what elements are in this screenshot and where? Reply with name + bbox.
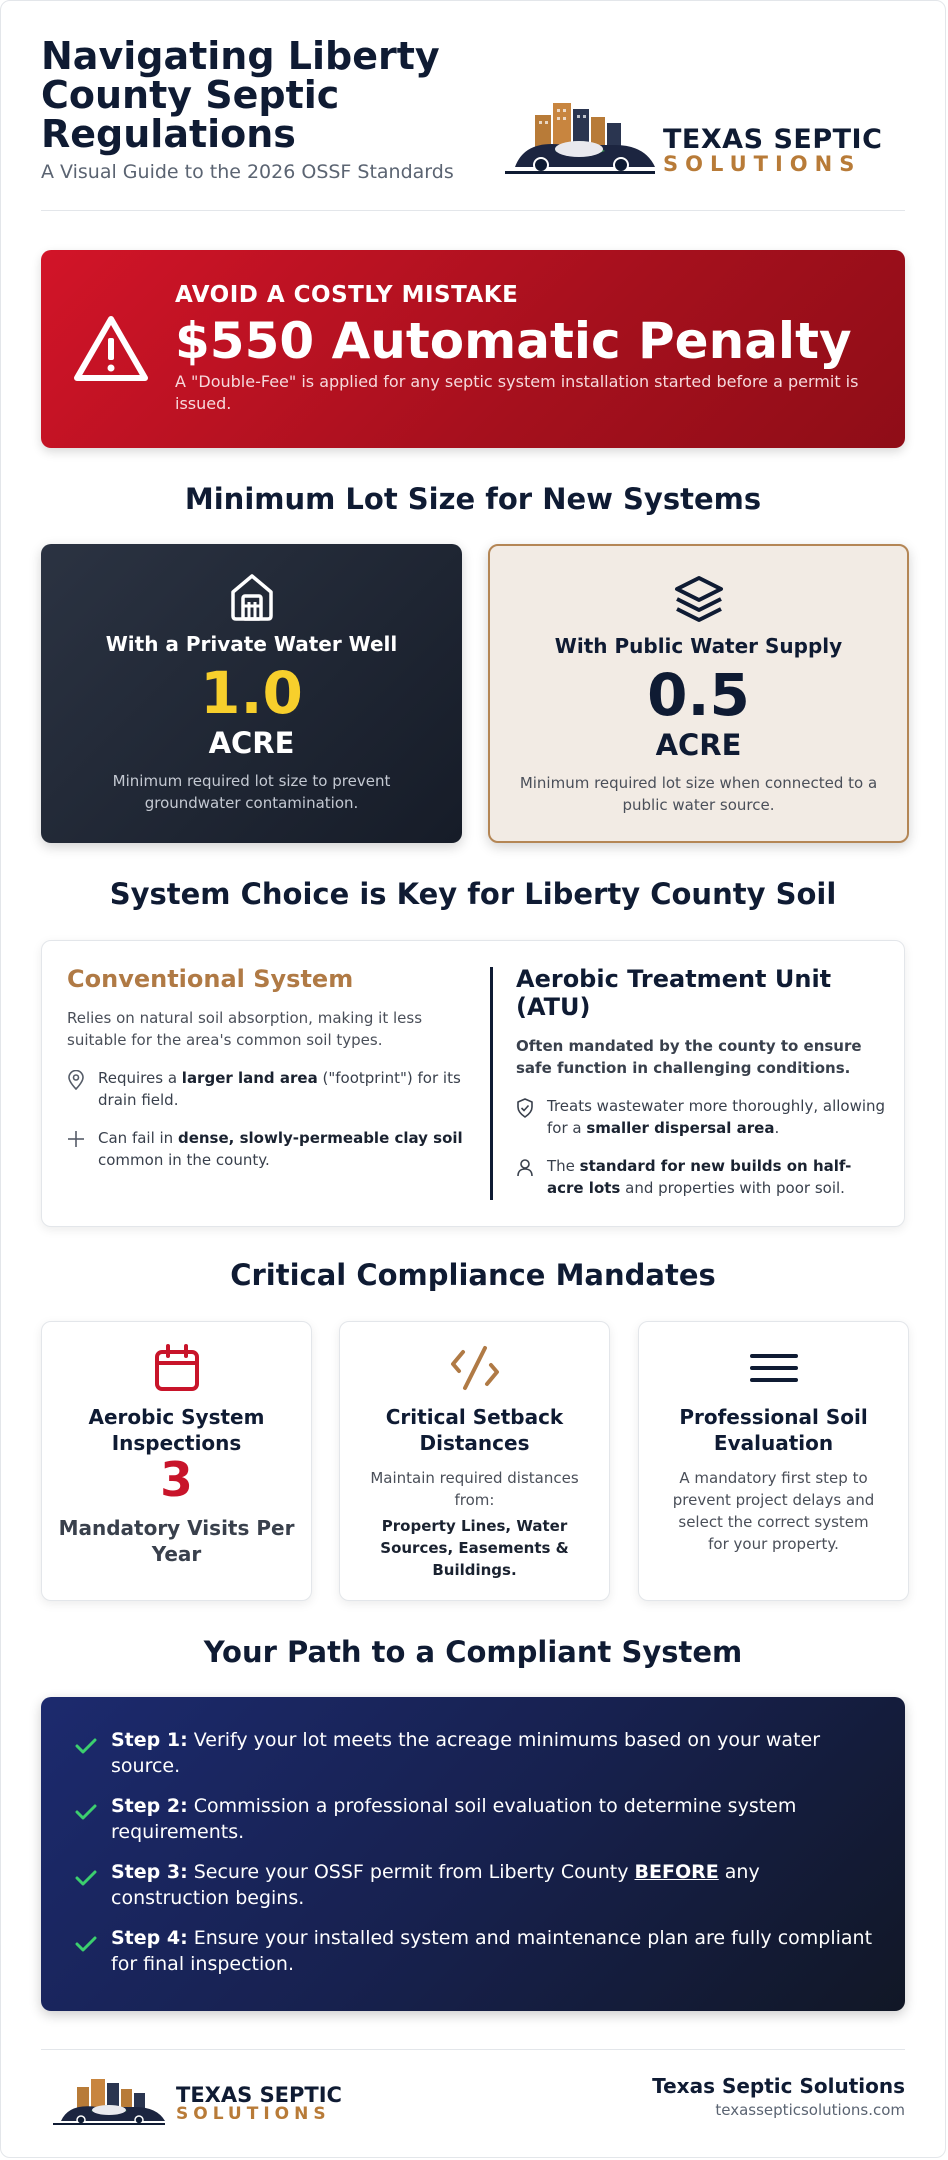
- mandate-title: Critical Setback Distances: [385, 1405, 564, 1455]
- city-truck-logo-icon: [495, 79, 665, 179]
- step-item-1: Step 1: Verify your lot meets the acreage minimums based on your water source.: [75, 1727, 875, 1779]
- mandate-subtitle: Mandatory Visits Per Year: [58, 1516, 295, 1566]
- logo-text-texas: TEXAS: [663, 124, 764, 155]
- atu-system-title: Aerobic Treatment Unit (ATU): [516, 965, 832, 1021]
- city-truck-logo-icon: [47, 2075, 172, 2125]
- calendar-icon: [154, 1344, 200, 1392]
- penalty-description: A "Double-Fee" is applied for any septic system installation started before a permit is issued.: [175, 372, 859, 413]
- mandate-title: Professional Soil Evaluation: [679, 1405, 868, 1455]
- logo-wordmark: [663, 124, 883, 176]
- header: [41, 34, 905, 187]
- footer-company-name: Texas Septic Solutions: [652, 2074, 905, 2098]
- list-item: Can fail in dense, slowly-permeable clay soil common in the county.: [67, 1127, 467, 1171]
- layers-icon: [673, 574, 725, 624]
- house-icon: [229, 572, 275, 622]
- mandate-card-inspections: [41, 1321, 312, 1601]
- footer-url-link[interactable]: texassepticsolutions.com: [715, 2101, 905, 2119]
- penalty-amount: $550 Automatic Penalty: [175, 312, 852, 370]
- step-item-3: Step 3: Secure your OSSF permit from Liberty County BEFORE any construction begins.: [75, 1859, 875, 1911]
- logo-text-septic: SEPTIC: [773, 124, 883, 155]
- penalty-kicker: AVOID A COSTLY MISTAKE: [175, 282, 519, 308]
- lot-card-private-well: [41, 544, 462, 843]
- conventional-system-title: Conventional System: [67, 965, 354, 993]
- code-slash-icon: [449, 1344, 501, 1392]
- mandate-description-bold: Property Lines, Water Sources, Easements & Buildings.: [380, 1517, 569, 1579]
- step-item-4: Step 4: Ensure your installed system and maintenance plan are fully compliant for final inspection.: [75, 1925, 875, 1977]
- mandate-card-soil-evaluation: [638, 1321, 909, 1601]
- map-pin-icon: [67, 1070, 85, 1090]
- mandate-card-setbacks: [339, 1321, 610, 1601]
- lot-card-description: Minimum required lot size to prevent groundwater contamination.: [112, 772, 391, 812]
- section-title-path: Your Path to a Compliant System: [203, 1635, 743, 1669]
- section-title-system-choice: System Choice is Key for Liberty County Soil: [109, 877, 837, 911]
- footer-divider: [41, 2049, 905, 2050]
- lot-card-unit: ACRE: [655, 728, 742, 762]
- conventional-system-intro: Relies on natural soil absorption, making it less suitable for the area's common soil types.: [67, 1009, 423, 1049]
- lot-card-public-water: [488, 544, 909, 843]
- mandate-description: A mandatory first step to prevent project delays and select the correct system for your property.: [672, 1469, 875, 1553]
- page-title: Navigating Liberty County Septic Regulations: [41, 34, 440, 156]
- list-item: Requires a larger land area ("footprint") for its drain field.: [67, 1067, 467, 1111]
- warning-triangle-icon: [73, 314, 149, 384]
- header-divider: [41, 210, 905, 211]
- plus-icon: [67, 1130, 85, 1148]
- brand-logo: [495, 79, 905, 179]
- section-title-mandates: Critical Compliance Mandates: [230, 1258, 716, 1292]
- column-divider: [490, 967, 493, 1200]
- lot-card-label: With Public Water Supply: [554, 634, 843, 658]
- mandate-description: Maintain required distances from:: [370, 1469, 579, 1509]
- atu-system-intro: Often mandated by the county to ensure safe function in challenging conditions.: [516, 1037, 862, 1077]
- menu-lines-icon: [748, 1344, 800, 1392]
- footer-wordmark: TEXAS SEPTIC SOLUTIONS: [176, 2083, 342, 2124]
- shield-check-icon: [516, 1098, 534, 1118]
- penalty-banner: [41, 250, 905, 448]
- logo-text-solutions: SOLUTIONS: [663, 152, 862, 176]
- system-comparison-box: [41, 940, 905, 1227]
- check-icon: [75, 1936, 97, 1952]
- section-title-lot-size: Minimum Lot Size for New Systems: [184, 482, 762, 516]
- lot-card-value: 1.0: [200, 659, 303, 727]
- user-icon: [516, 1158, 534, 1178]
- steps-panel: [41, 1697, 905, 2011]
- list-item: The standard for new builds on half-acre lots and properties with poor soil.: [516, 1155, 886, 1199]
- mandate-title: Aerobic System Inspections: [88, 1405, 265, 1455]
- list-item: Treats wastewater more thoroughly, allowing for a smaller dispersal area.: [516, 1095, 886, 1139]
- lot-card-value: 0.5: [647, 661, 750, 729]
- check-icon: [75, 1870, 97, 1886]
- lot-card-description: Minimum required lot size when connected to a public water source.: [519, 774, 878, 814]
- footer-logo: [47, 2075, 347, 2125]
- atu-system-column: [516, 965, 886, 1199]
- check-icon: [75, 1738, 97, 1754]
- lot-card-unit: ACRE: [208, 726, 295, 760]
- step-item-2: Step 2: Commission a professional soil evaluation to determine system requirements.: [75, 1793, 875, 1845]
- page-subtitle: A Visual Guide to the 2026 OSSF Standards: [41, 161, 454, 183]
- mandate-value: 3: [160, 1453, 193, 1508]
- check-icon: [75, 1804, 97, 1820]
- lot-card-label: With a Private Water Well: [105, 632, 398, 656]
- conventional-system-column: [67, 965, 467, 1171]
